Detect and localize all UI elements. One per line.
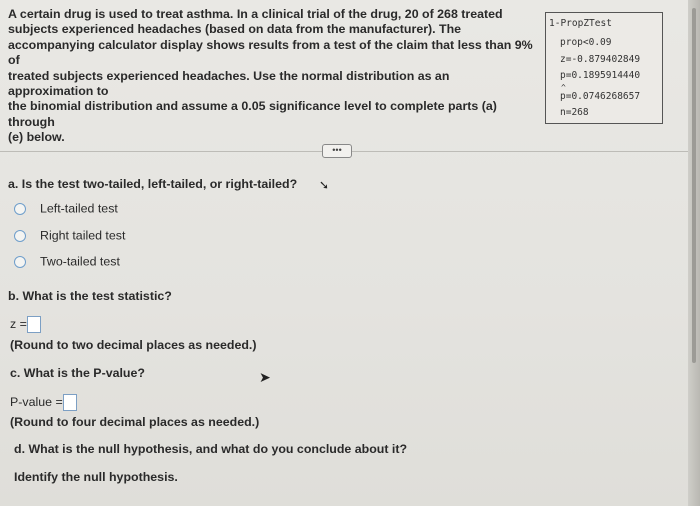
scrollbar[interactable] — [692, 8, 696, 363]
z-label: z = — [10, 316, 27, 331]
calculator-display — [545, 12, 663, 124]
p-value-label: P-value = — [10, 394, 63, 409]
part-c-hint: (Round to four decimal places as needed.) — [10, 415, 260, 429]
option-two-tailed[interactable]: Two-tailed test — [14, 254, 120, 269]
problem-line: A certain drug is used to treat asthma. In a clinical trial of the drug, 20 of 268 treated — [8, 7, 503, 21]
cursor-icon: ➘ — [319, 178, 330, 192]
part-d-subquestion: Identify the null hypothesis. — [14, 470, 178, 484]
p-value-input[interactable] — [63, 394, 77, 411]
calc-phat-value: p=0.0746268657 — [560, 91, 641, 102]
problem-line: treated subjects experienced headaches. Use the normal distribution as an approximation to — [8, 68, 450, 99]
calc-p: p=0.1895914440 — [560, 70, 641, 81]
part-a-question: a. Is the test two-tailed, left-tailed, or right-tailed? — [8, 177, 298, 191]
window-edge — [688, 0, 700, 506]
part-d-question: d. What is the null hypothesis, and what do you conclude about it? — [14, 442, 408, 456]
option-left-tailed[interactable]: Left-tailed test — [14, 201, 118, 216]
calc-z: z=-0.879402849 — [560, 54, 641, 65]
problem-line: (e) below. — [8, 130, 65, 145]
z-input[interactable] — [27, 316, 41, 333]
calc-title: 1-PropZTest — [549, 18, 612, 29]
radio-button[interactable] — [14, 256, 26, 268]
z-input-row — [10, 316, 41, 333]
problem-line: accompanying calculator display shows results from a test of the claim that less than 9% of — [8, 37, 533, 68]
hat-glyph: ^ — [561, 83, 566, 92]
expand-button[interactable]: ••• — [322, 144, 352, 158]
radio-button[interactable] — [14, 230, 26, 242]
p-value-input-row — [10, 394, 77, 411]
calc-n: n=268 — [560, 107, 589, 118]
calc-prop: prop<0.09 — [560, 37, 612, 48]
radio-button[interactable] — [14, 203, 26, 215]
part-b-question: b. What is the test statistic? — [8, 289, 172, 303]
problem-line: the binomial distribution and assume a 0.05 significance level to complete parts (a) through — [8, 99, 497, 129]
calc-phat — [560, 83, 641, 102]
option-right-tailed[interactable]: Right tailed test — [14, 228, 125, 243]
problem-statement — [8, 7, 538, 146]
mouse-pointer-icon: ➤ — [259, 369, 271, 385]
part-b-hint: (Round to two decimal places as needed.) — [10, 338, 257, 352]
problem-line: subjects experienced headaches (based on data from the manufacturer). The — [8, 22, 462, 37]
part-c-question: c. What is the P-value? — [10, 366, 145, 380]
